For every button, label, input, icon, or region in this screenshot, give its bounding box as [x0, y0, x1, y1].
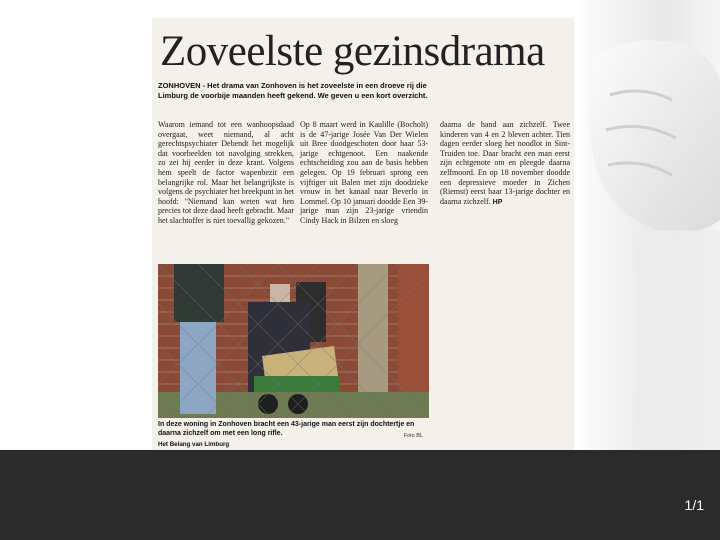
newspaper-source: Het Belang van Limburg	[158, 441, 230, 448]
photo-caption-text: In deze woning in Zonhoven bracht een 43-jarige man eerst zijn dochtertje en daarna zichzelf om met een long rifle.	[158, 421, 415, 437]
viewer-bottom-bar	[0, 450, 720, 540]
decorative-fist-image	[572, 0, 720, 450]
article-headline: Zoveelste gezinsdrama	[160, 28, 545, 75]
article-photo	[158, 264, 429, 418]
article-column-1: Waarom iemand tot een wanhoopsdaad overgaat, weet niemand, al acht gerechtspsychiater Debendt het mogelijk dat voorbeelden tot navolging strekken, zo zei hij eerder in deze krant. Volgens hem speelt de factor wapenbezit een belangrijke rol. Maar het belangrijkste is volgens de psychiater het breekpunt in het hoofd: "Niemand kan weten wat hen precies tot deze daad heeft gebracht. Maar het slachtoffer is niet toevallig gekozen."	[158, 120, 294, 225]
left-margin	[0, 0, 150, 450]
author-signature: HP	[492, 198, 503, 206]
newspaper-clipping	[152, 18, 574, 450]
article-column-3-text: daarna de hand aan zichzelf. Twee kinderen van 4 en 2 bleven achter. Tien dagen eerder sloeg het noodlot in Sint-Truiden toe. Daar bracht een man eerst zijn echtgenote om en pleegde daarna zelfmoord. En op 18 november doodde een depressieve moeder in Zichen (Riemst) eerst haar 13-jarige dochter en daarna zichzelf.	[440, 120, 570, 206]
article-column-3	[440, 120, 570, 207]
article-lead: ZONHOVEN - Het drama van Zonhoven is het zoveelste in een droeve rij die Limburg de voorbije maanden heeft gekend. We geven u een kort overzicht.	[158, 81, 428, 100]
photo-credit: Foto BL	[403, 433, 423, 439]
article-column-2: Op 8 maart werd in Kaulille (Bocholt) is de 47-jarige Josée Van Der Wielen uit Bree doodgeschoten door haar 53-jarige echtgenoot. Een naakende echtscheiding zou aan de basis hebben gelegen. Op 19 februari sprong een vijftiger uit Balen met zijn doodzieke vrouw in het kanaal naar Beverlo in Lommel. Op 10 januari doodde Een 39-jarige man zijn 23-jarige vriendin Cindy Hack in Bilzen en sloeg	[300, 120, 428, 225]
photo-caption	[158, 421, 429, 439]
page-counter: 1/1	[684, 497, 704, 513]
